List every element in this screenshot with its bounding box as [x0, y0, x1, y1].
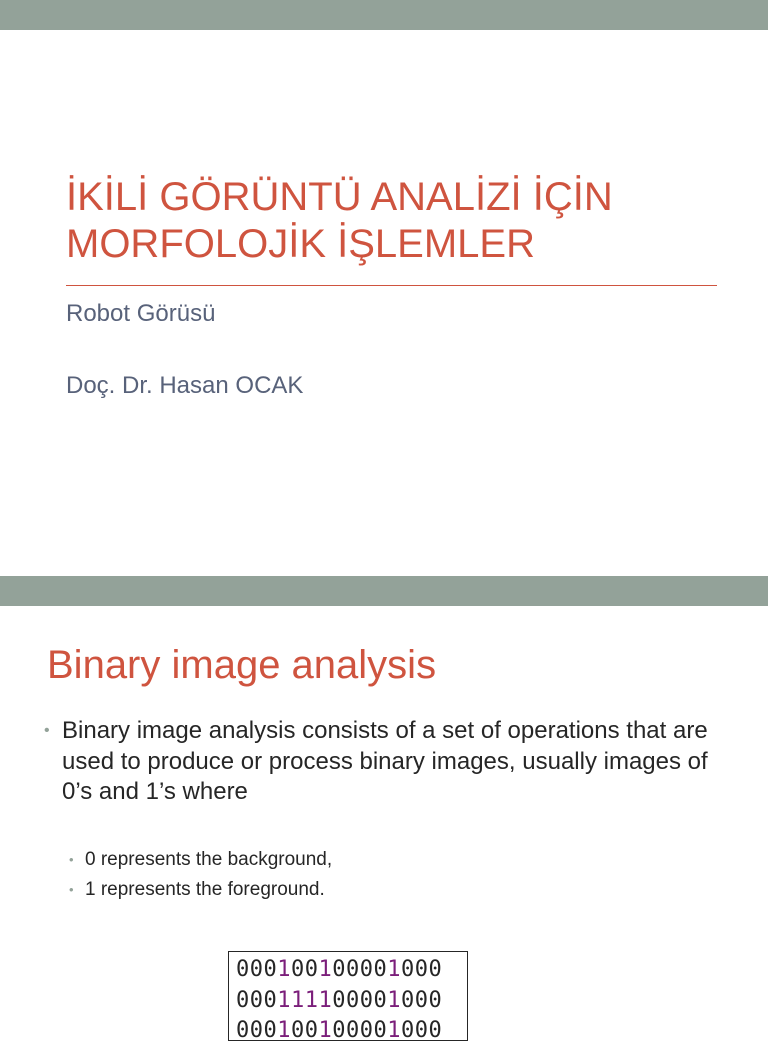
matrix-cell-zero: 0	[428, 957, 443, 982]
main-bullet	[44, 716, 734, 808]
matrix-cell-one: 1	[277, 987, 291, 1013]
matrix-cell-one: 1	[291, 987, 305, 1013]
matrix-cell-zero: 0	[346, 987, 360, 1013]
matrix-cell-zero: 0	[401, 1018, 415, 1041]
binary-matrix	[228, 951, 468, 1041]
matrix-cell-zero: 0	[373, 957, 388, 982]
matrix-cell-zero: 0	[236, 957, 250, 982]
bullet-icon: •	[44, 722, 50, 739]
matrix-cell-zero: 0	[359, 1018, 374, 1041]
matrix-cell-one: 1	[277, 1018, 291, 1041]
matrix-row	[236, 1016, 467, 1041]
matrix-cell-one: 1	[387, 987, 401, 1013]
matrix-cell-zero: 0	[359, 987, 374, 1013]
title-underline-rule	[66, 285, 717, 286]
bullet-icon: •	[69, 882, 74, 897]
matrix-cell-zero: 0	[291, 957, 305, 982]
matrix-cell-zero: 0	[332, 957, 346, 982]
matrix-row	[236, 986, 467, 1017]
matrix-cell-zero: 0	[414, 1018, 429, 1041]
matrix-cell-one: 1	[304, 987, 319, 1013]
sub-bullet-foreground	[69, 878, 325, 902]
matrix-cell-zero: 0	[249, 957, 264, 982]
matrix-cell-zero: 0	[263, 987, 278, 1013]
matrix-cell-zero: 0	[291, 1018, 305, 1041]
slide-top-bar	[0, 0, 768, 30]
slide-top-bar	[0, 576, 768, 606]
slide-title	[66, 174, 706, 268]
matrix-cell-zero: 0	[236, 987, 250, 1013]
matrix-cell-zero: 0	[346, 957, 360, 982]
matrix-cell-one: 1	[387, 1018, 401, 1041]
matrix-cell-zero: 0	[428, 1018, 443, 1041]
matrix-cell-zero: 0	[401, 987, 415, 1013]
slide-title-line-1: İKİLİ GÖRÜNTÜ ANALİZİ İÇİN	[66, 175, 613, 219]
slide-title-line-2: MORFOLOJİK İŞLEMLER	[66, 222, 535, 266]
matrix-cell-zero: 0	[401, 957, 415, 982]
sub-bullet-text: 0 represents the background,	[85, 849, 333, 870]
author-name: Doç. Dr. Hasan OCAK	[66, 372, 304, 399]
matrix-cell-zero: 0	[249, 1018, 264, 1041]
content-heading: Binary image analysis	[47, 643, 437, 687]
matrix-cell-zero: 0	[304, 957, 319, 982]
matrix-cell-one: 1	[277, 957, 291, 982]
course-name: Robot Görüsü	[66, 300, 216, 327]
matrix-row	[236, 955, 467, 986]
matrix-cell-zero: 0	[346, 1018, 360, 1041]
matrix-cell-zero: 0	[249, 987, 264, 1013]
matrix-cell-one: 1	[387, 957, 401, 982]
sub-bullet-text: 1 represents the foreground.	[85, 879, 325, 900]
main-bullet-text: Binary image analysis consists of a set of operations that are used to produce or process binary images, usually images of 0’s and 1’s where	[62, 717, 708, 805]
matrix-cell-zero: 0	[304, 1018, 319, 1041]
matrix-cell-one: 1	[318, 987, 333, 1013]
matrix-cell-zero: 0	[332, 987, 346, 1013]
matrix-cell-zero: 0	[428, 987, 443, 1013]
matrix-cell-zero: 0	[263, 1018, 278, 1041]
matrix-cell-zero: 0	[236, 1018, 250, 1041]
matrix-cell-zero: 0	[414, 987, 429, 1013]
matrix-cell-one: 1	[318, 957, 333, 982]
matrix-cell-zero: 0	[414, 957, 429, 982]
sub-bullet-background	[69, 848, 332, 872]
matrix-cell-one: 1	[318, 1018, 333, 1041]
matrix-cell-zero: 0	[263, 957, 278, 982]
matrix-cell-zero: 0	[373, 1018, 388, 1041]
matrix-cell-zero: 0	[373, 987, 388, 1013]
bullet-icon: •	[69, 852, 74, 867]
matrix-cell-zero: 0	[359, 957, 374, 982]
matrix-cell-zero: 0	[332, 1018, 346, 1041]
